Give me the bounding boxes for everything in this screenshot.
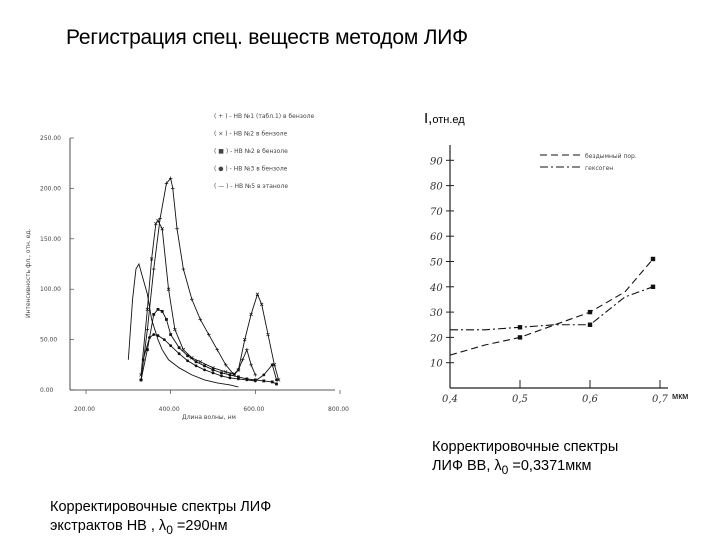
right-legend-entry: бездымный пор. <box>585 153 637 160</box>
left-point <box>195 364 198 367</box>
left-point <box>195 360 198 363</box>
right-y-label-main: I, <box>424 110 433 127</box>
left-point <box>220 371 223 374</box>
left-point <box>178 346 181 349</box>
left-y-tick-label: 250.00 <box>40 135 61 142</box>
right-caption-text: ЛИФ ВВ, λ <box>432 458 502 474</box>
left-legend-entry: ( ■ ) - НВ №2 в бензоле <box>214 148 288 155</box>
right-y-tick-label: 20 <box>430 333 443 345</box>
left-series-line <box>141 221 279 380</box>
left-caption-text: экстрактов НВ , λ <box>50 518 167 534</box>
left-point <box>275 383 278 386</box>
left-point <box>203 368 206 371</box>
left-y-tick-label: 100.00 <box>40 286 61 294</box>
right-y-label <box>424 110 465 127</box>
left-caption-line2 <box>50 517 271 540</box>
left-y-tick-label: 50.00 <box>40 336 58 344</box>
left-point <box>203 364 206 367</box>
left-series-line <box>128 264 238 387</box>
left-point <box>271 363 274 366</box>
right-caption <box>432 438 618 480</box>
slide-title: Регистрация спец. веществ методом ЛИФ <box>66 26 468 49</box>
left-point <box>262 380 265 383</box>
right-caption-rest: =0,3371мкм <box>508 458 592 474</box>
right-y-tick-label: 10 <box>430 358 443 370</box>
left-point <box>157 308 160 311</box>
left-y-tick-label: 150.00 <box>40 235 61 243</box>
left-caption <box>50 498 271 540</box>
left-point <box>165 318 168 321</box>
left-caption-rest: =290нм <box>172 518 228 534</box>
left-point <box>275 379 278 382</box>
right-x-tick-label: 0,5 <box>512 394 528 405</box>
left-caption-sub: 0 <box>166 522 173 537</box>
left-x-tick-label: 600.00 <box>243 406 265 413</box>
left-point <box>262 373 265 376</box>
left-point <box>220 374 223 377</box>
right-y-label-sub: отн.ед <box>432 114 465 126</box>
left-point <box>152 313 155 316</box>
right-point <box>588 310 592 314</box>
left-point <box>186 359 189 362</box>
right-y-tick-label: 50 <box>430 257 443 269</box>
right-x-tick-label: 0,7 <box>652 394 668 405</box>
right-y-tick-label: 60 <box>430 232 443 244</box>
left-point <box>271 381 274 384</box>
left-point <box>169 333 172 336</box>
right-legend <box>540 153 637 172</box>
right-point <box>518 325 522 329</box>
right-ticks <box>429 156 669 405</box>
right-point <box>588 323 592 327</box>
right-y-tick-label: 70 <box>430 206 443 218</box>
left-legend-entry: ( × ) - НВ №2 в бензоле <box>214 130 288 138</box>
left-y-axis-label: Интенсивность фл., отн. ед. <box>25 228 32 318</box>
left-legend <box>214 113 314 190</box>
right-y-tick-label: 90 <box>430 156 443 168</box>
left-point <box>254 380 257 383</box>
left-series <box>128 177 280 387</box>
left-point <box>245 379 248 382</box>
left-point <box>178 352 181 355</box>
left-point <box>163 338 166 341</box>
right-y-tick-label: 40 <box>430 282 443 294</box>
left-point <box>212 371 215 374</box>
left-point <box>169 344 172 347</box>
left-chart <box>25 113 349 421</box>
left-point <box>237 378 240 381</box>
left-point <box>161 310 164 313</box>
left-series-line <box>141 178 255 380</box>
left-y-tick-label: 0.00 <box>40 387 54 394</box>
left-legend-entry: ( — ) - НВ №5 в этаноле <box>214 183 289 190</box>
left-ticks <box>40 135 349 413</box>
left-point <box>152 333 155 336</box>
right-caption-sub: 0 <box>501 462 509 477</box>
right-caption-line1: Корректировочные спектры <box>432 439 619 455</box>
right-legend-entry: гексоген <box>585 165 614 172</box>
right-caption-line2 <box>432 457 618 480</box>
left-point <box>229 377 232 380</box>
left-point <box>140 379 143 382</box>
right-x-unit: мкм <box>672 391 689 401</box>
right-y-tick-label: 80 <box>430 181 443 193</box>
left-point <box>229 373 232 376</box>
right-point <box>651 285 655 289</box>
right-chart <box>429 145 669 405</box>
left-point <box>212 368 215 371</box>
left-legend-entry: ( + ) - НВ №1 (табл.1) в бензоле <box>214 113 315 120</box>
left-caption-line1: Корректировочные спектры ЛИФ <box>50 499 272 515</box>
left-x-axis-label: Длина волны, нм <box>182 414 236 421</box>
right-point <box>651 257 655 261</box>
left-x-tick-label: 400.00 <box>158 406 180 413</box>
left-point <box>186 354 189 357</box>
left-legend-entry: ( ● ) - НВ №3 в бензоле <box>214 165 288 173</box>
right-y-tick-label: 30 <box>430 308 443 320</box>
left-x-tick-label: 200.00 <box>74 406 95 413</box>
right-x-tick-label: 0,4 <box>442 394 458 405</box>
right-x-tick-label: 0,6 <box>582 394 598 405</box>
right-series-line <box>450 259 653 355</box>
left-point <box>148 336 151 339</box>
left-series-line <box>143 335 276 381</box>
left-y-tick-label: 200.00 <box>40 185 61 193</box>
right-series-line <box>450 287 653 330</box>
left-x-tick-label: 800.00 <box>328 406 349 413</box>
right-point <box>518 335 522 339</box>
right-series <box>450 257 655 355</box>
left-point <box>142 358 145 361</box>
